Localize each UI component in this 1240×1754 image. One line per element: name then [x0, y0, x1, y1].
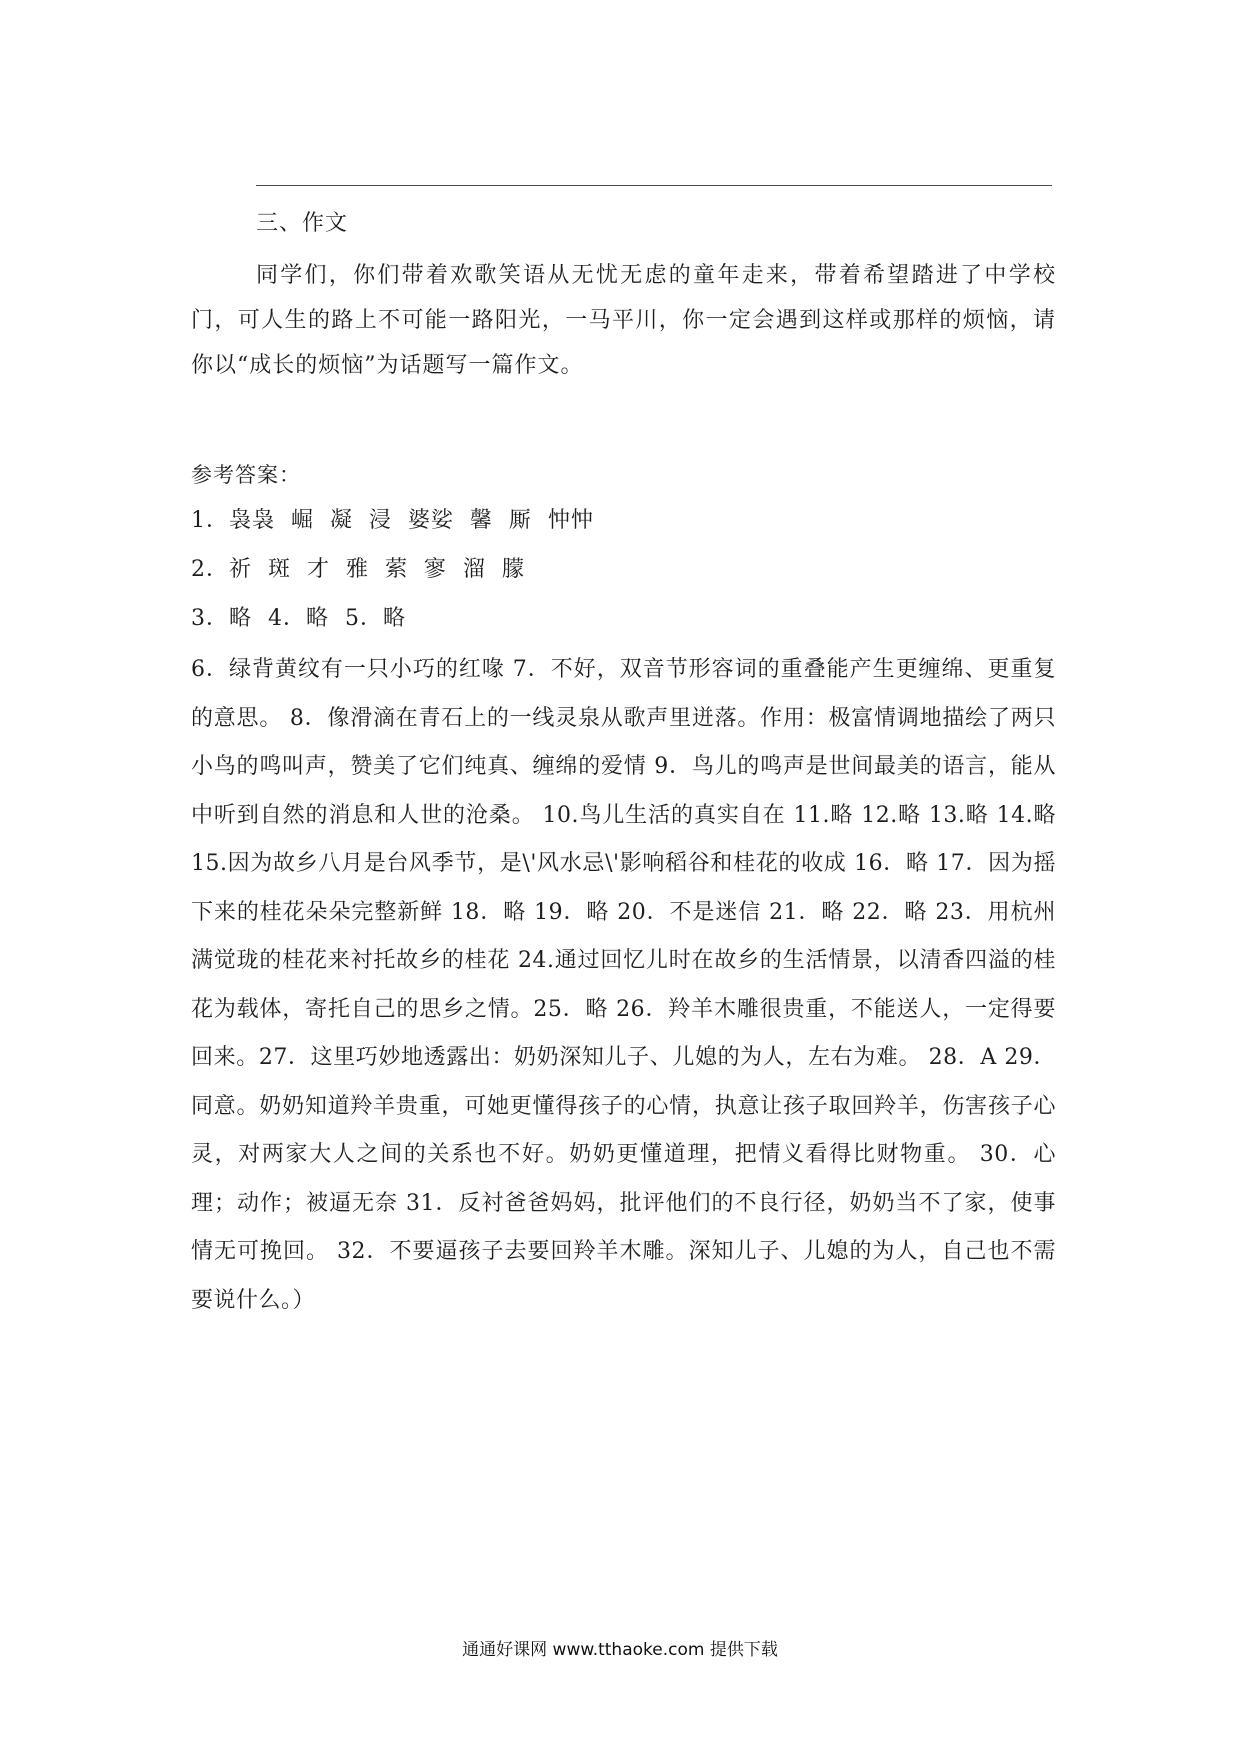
section-title: 三、作文	[256, 211, 349, 236]
answer-paragraph: 6．绿背黄纹有一只小巧的红喙 7．不好，双音节形容词的重叠能产生更缠绵、更重复的意思。 8．像滑滴在青石上的一线灵泉从歌声里迸落。作用：极富情调地描绘了两只小鸟的鸣叫声，赞美了它们纯真、缠绵的爱情 9．鸟儿的鸣声是世间最美的语言，能从中听到自然的消息和人世的沧桑。 10.鸟儿生活的真实自在 11.略 12.略 13.略 14.略 15.因为故乡八月是台风季节，是\'风水忌\'影响稻谷和桂花的收成 16．略 17．因为摇下来的桂花朵朵完整新鲜 18．略 19．略 20．不是迷信 21．略 22．略 23．用杭州满觉珑的桂花来衬托故乡的桂花 24.通过回忆儿时在故乡的生活情景，以清香四溢的桂花为载体，寄托自己的思乡之情。25．略 26．羚羊木雕很贵重，不能送人，一定得要回来。27．这里巧妙地透露出：奶奶深知儿子、儿媳的为人，左右为难。 28．A 29．同意。奶奶知道羚羊贵重，可她更懂得孩子的心情，执意让孩子取回羚羊，伤害孩子心灵，对两家大人之间的关系也不好。奶奶更懂道理，把情义看得比财物重。 30．心理；动作；被逼无奈 31．反衬爸爸妈妈，批评他们的不良行径，奶奶当不了家，使事情无可挽回。 32．不要逼孩子去要回羚羊木雕。深知儿子、儿媳的为人，自己也不需要说什么。）	[191, 657, 1056, 1313]
horizontal-rule	[256, 185, 1052, 186]
answer-line-2: 2．祈 斑 才 雅 萦 寥 溜 朦	[191, 557, 525, 582]
answer-line-1: 1．袅袅 崛 凝 浸 婆娑 馨 厮 忡忡	[191, 508, 594, 533]
answer-line-3: 3．略 4．略 5．略	[191, 606, 406, 631]
footer-source: 通通好课网 www.tthaoke.com 提供下载	[462, 1640, 778, 1660]
answers-heading: 参考答案：	[191, 463, 301, 487]
composition-prompt: 同学们，你们带着欢歌笑语从无忧无虑的童年走来，带着希望踏进了中学校门，可人生的路上不可能一路阳光，一马平川，你一定会遇到这样或那样的烦恼，请你以“成长的烦恼”为话题写一篇作文。	[191, 263, 1056, 378]
